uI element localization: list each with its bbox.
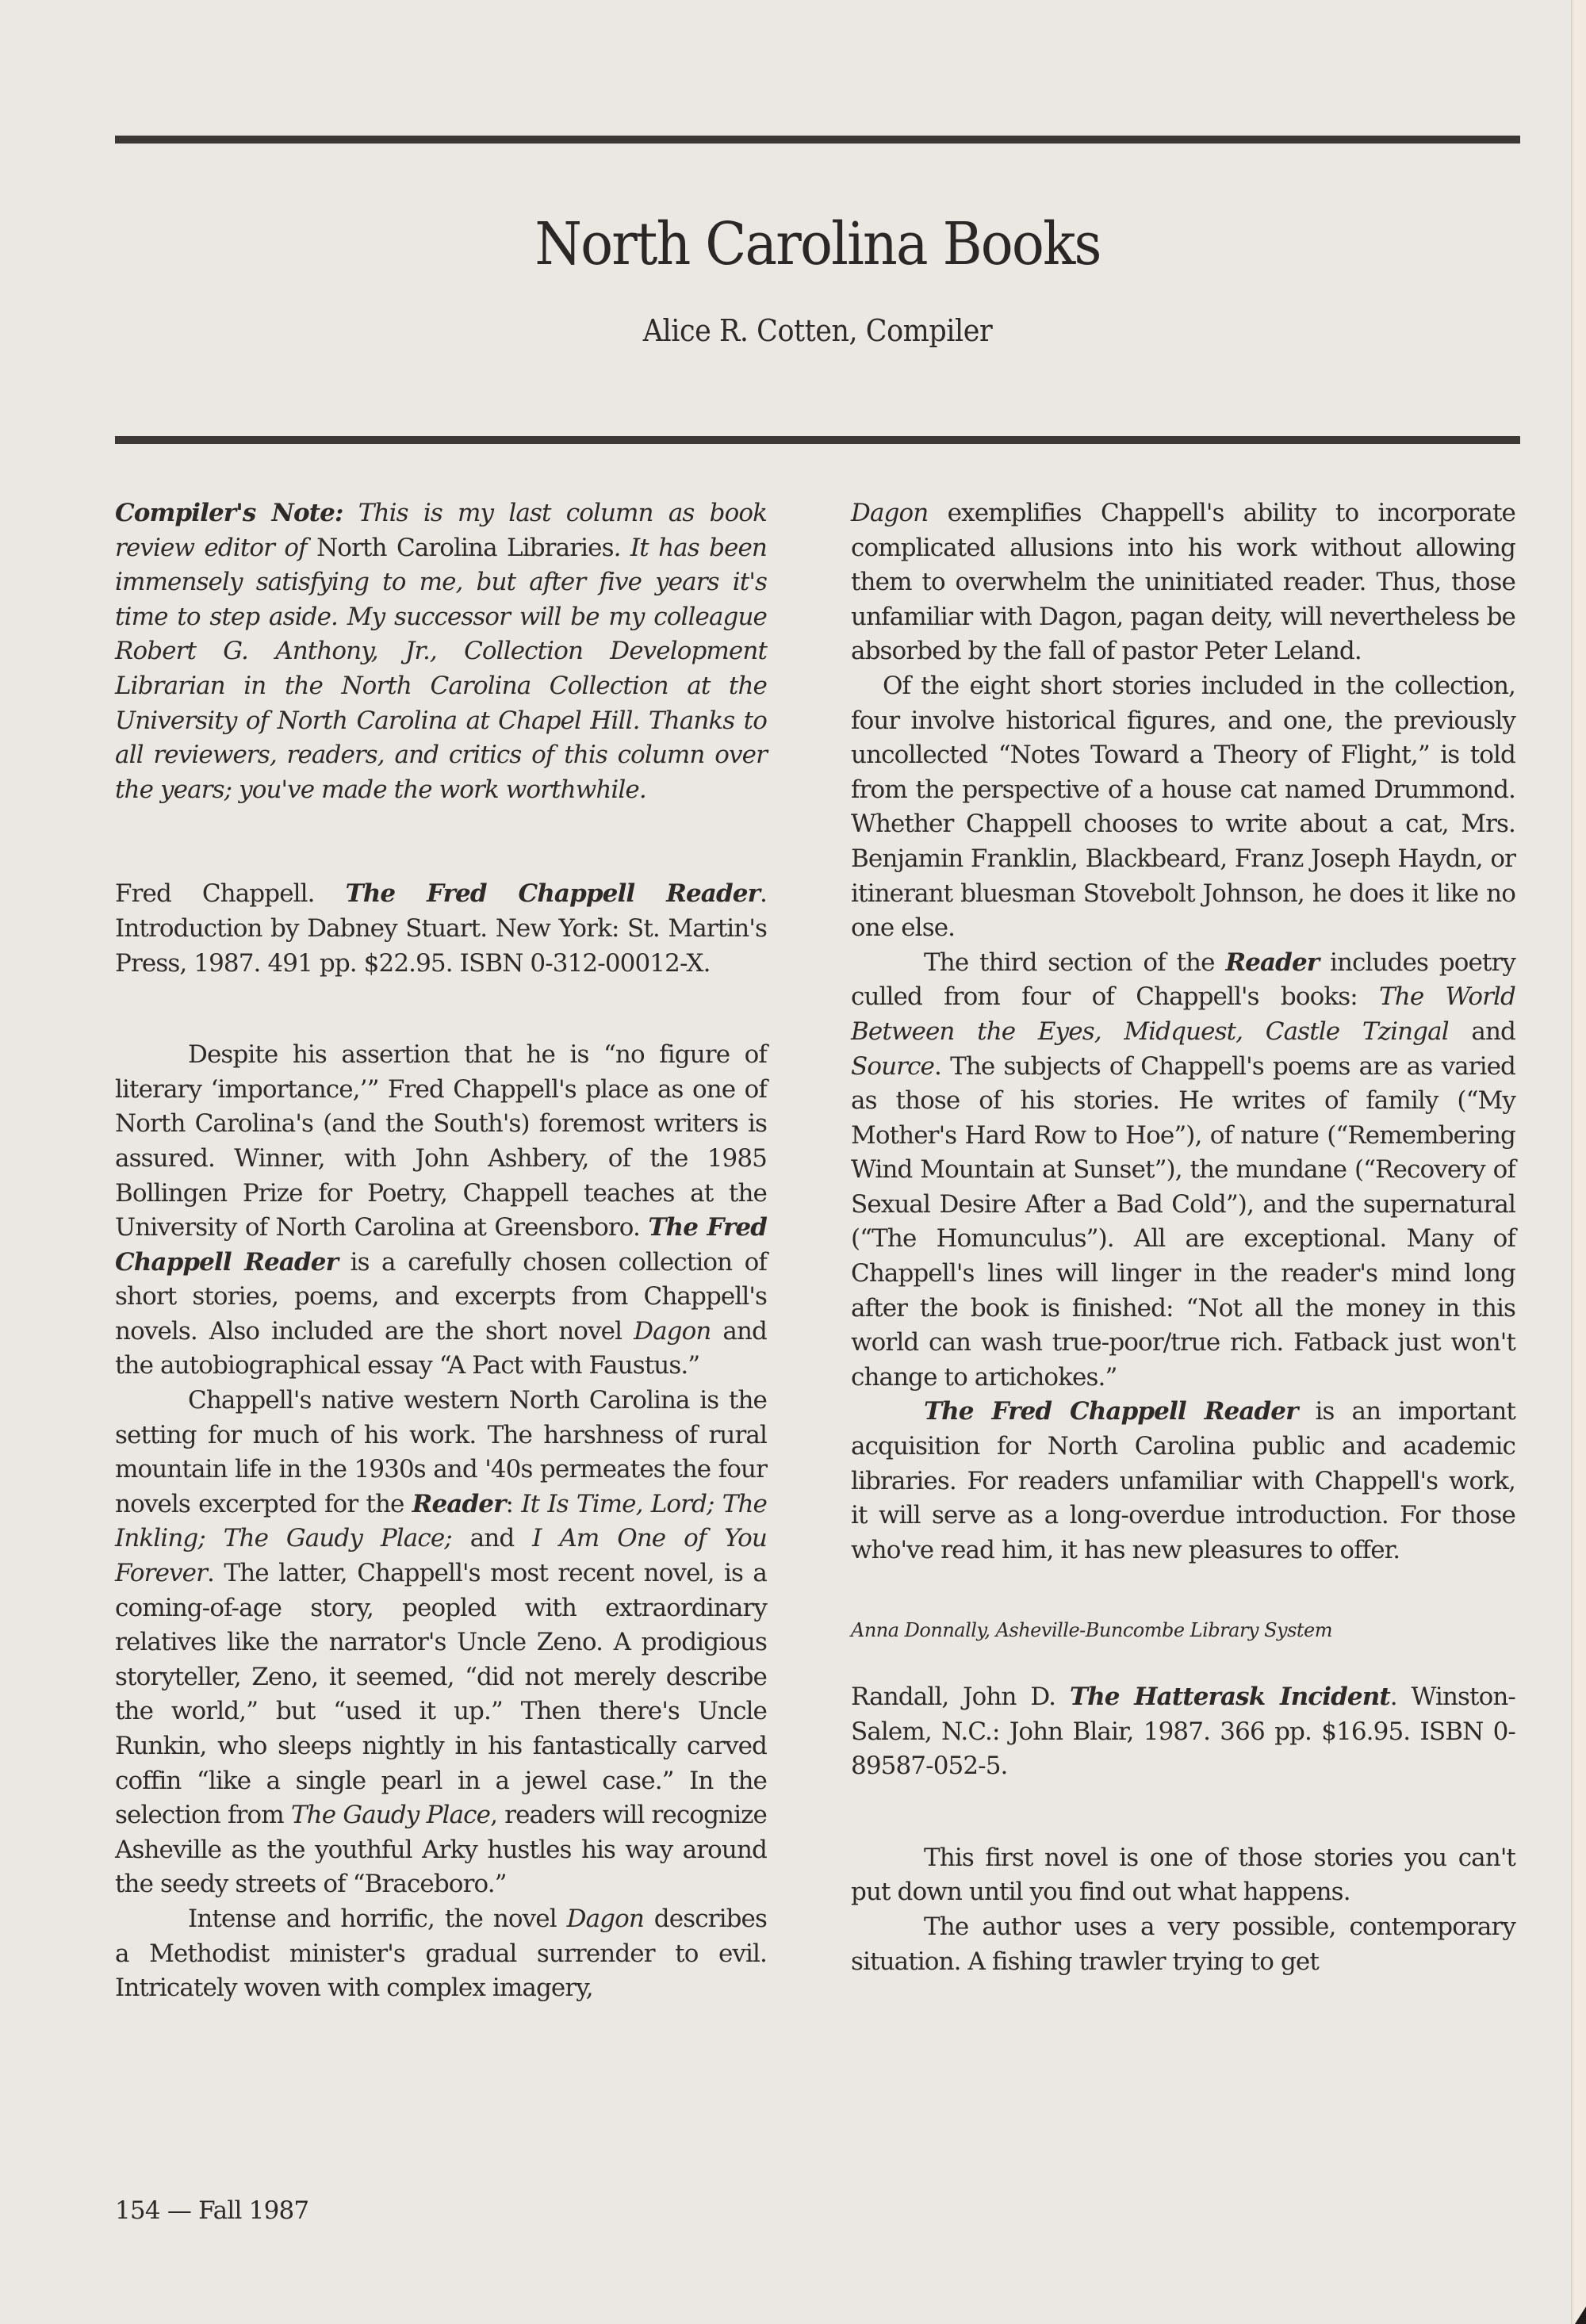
review-2-citation: Randall, John D. The Hatterask Incident. Winston-Salem, N.C.: John Blair, 1987. 366 pp. $16.95. ISBN 0-89587-052-5. <box>851 1683 1515 1781</box>
compiler-note-label: Compiler's Note: <box>115 499 343 527</box>
review-1-book-title: The Fred Chappell Reader <box>345 879 760 909</box>
page-title: North Carolina Books <box>534 210 1101 278</box>
left-column <box>115 496 767 2006</box>
review-2-book-title: The Hatterask Incident <box>1069 1683 1390 1711</box>
page-footer: 154 — Fall 1987 <box>115 2196 309 2225</box>
publication-name: North Carolina Libraries <box>316 533 614 562</box>
review-1-reviewer: Anna Donnally, Asheville-Buncombe Library System <box>851 1619 1333 1642</box>
right-column <box>851 496 1515 1979</box>
review-1-paragraph-4: Of the eight short stories included in the collection, four involve historical figures, and one, the previously uncollected “Notes Toward a Theory of Flight,” is told from the perspective of a house cat named Drummond. Whether Chappell chooses to write about a cat, Mrs. Benjamin Franklin, Blackbeard, Franz Joseph Haydn, or itinerant bluesman Stovebolt Johnson, he does it like no one else. <box>851 671 1515 943</box>
review-1-paragraph-6: The Fred Chappell Reader is an important acquisition for North Carolina public and academic libraries. For readers unfamiliar with Chappell's work, it will serve as a long-overdue introduction. For those who've read him, it has new pleasures to offer. <box>851 1397 1515 1564</box>
review-1-paragraph-3-start: Intense and horrific, the novel Dagon describes a Methodist minister's gradual surrender to evil. Intricately woven with complex imagery, <box>115 1904 767 2003</box>
review-1-paragraph-1: Despite his assertion that he is “no figure of literary ‘importance,’” Fred Chappell's place as one of North Carolina's (and the South's) foremost writers is assured. Winner, with John Ashbery, of the 1985 Bollingen Prize for Poetry, Chappell teaches at the University of North Carolina at Greensboro. The Fred Chappell Reader is a carefully chosen collection of short stories, poems, and excerpts from Chappell's novels. Also included are the short novel Dagon and the autobiographical essay “A Pact with Faustus.” <box>115 1040 767 1380</box>
compiler-byline: Alice R. Cotten, Compiler <box>642 313 993 348</box>
compiler-note: Compiler's Note: This is my last column as book review editor of North Carolina Libraries. It has been immensely satisfying to me, but after five years it's time to step aside. My successor will be my colleague Robert G. Anthony, Jr., Collection Development Librarian in the North Carolina Collection at the University of North Carolina at Chapel Hill. Thanks to all reviewers, readers, and critics of this column over the years; you've made the work worthwhile. <box>115 499 768 804</box>
page-corner-shadow <box>1575 2307 1586 2324</box>
review-2-paragraph-1: This first novel is one of those stories you can't put down until you find out what happens. <box>851 1843 1515 1907</box>
review-1-paragraph-2: Chappell's native western North Carolina is the setting for much of his work. The harshness of rural mountain life in the 1930s and '40s permeates the four novels excerpted for the Reader: It Is Time, Lord; The Inkling; The Gaudy Place; and I Am One of You Forever. The latter, Chappell's most recent novel, is a coming-of-age story, peopled with extraordinary relatives like the narrator's Uncle Zeno. A prodigious storyteller, Zeno, it seemed, “did not merely describe the world,” but “used it up.” Then there's Uncle Runkin, who sleeps nightly in his fantastically carved coffin “like a single pearl in a jewel case.” In the selection from The Gaudy Place, readers will recognize Asheville as the youthful Arky hustles his way around the seedy streets of “Braceboro.” <box>115 1386 768 1899</box>
page-binding-edge <box>1571 0 1586 2324</box>
review-1-citation: Fred Chappell. The Fred Chappell Reader. Introduction by Dabney Stuart. New York: St. Martin's Press, 1987. 491 pp. $22.95. ISBN 0-312-00012-X. <box>115 879 767 978</box>
review-1-paragraph-5: The third section of the Reader includes poetry culled from four of Chappell's books: The World Between the Eyes, Midquest, Castle Tzingal and Source. The subjects of Chappell's poems are as varied as those of his stories. He writes of family (“My Mother's Hard Row to Hoe”), of nature (“Remembering Wind Mountain at Sunset”), the mundane (“Recovery of Sexual Desire After a Bad Cold”), and the supernatural (“The Homunculus”). All are exceptional. Many of Chappell's lines will linger in the reader's mind long after the book is finished: “Not all the money in this world can wash true-poor/true rich. Fatback just won't change to artichokes.” <box>851 948 1515 1392</box>
header-rule-top <box>115 136 1520 144</box>
review-2-paragraph-2: The author uses a very possible, contemporary situation. A fishing trawler trying to get <box>851 1912 1515 1976</box>
review-1-paragraph-3-continued: Dagon exemplifies Chappell's ability to incorporate complicated allusions into his work without allowing them to overwhelm the uninitiated reader. Thus, those unfamiliar with Dagon, pagan deity, will nevertheless be absorbed by the fall of pastor Peter Leland. <box>851 499 1515 666</box>
header-rule-bottom <box>115 436 1520 444</box>
